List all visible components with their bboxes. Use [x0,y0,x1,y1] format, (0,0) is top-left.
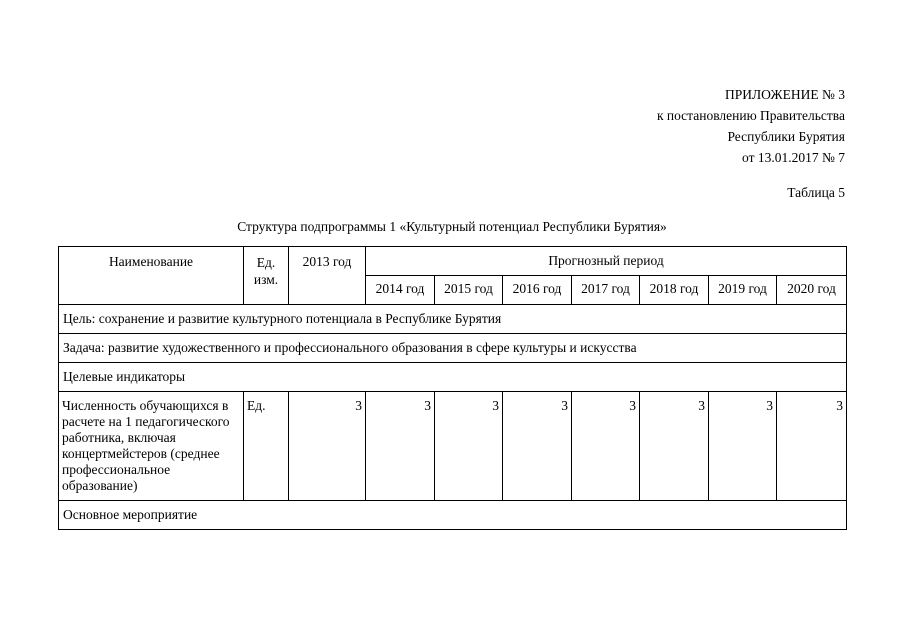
header-year: 2017 год [572,276,640,305]
indicator-value-2017: 3 [572,392,640,501]
indicator-value-2016: 3 [503,392,572,501]
header-name: Наименование [59,247,244,305]
header-row-1 [59,247,847,276]
indicator-name: Численность обучающихся в расчете на 1 педагогического работника, включая концертмейстеров (среднее профессиональное образование) [59,392,244,501]
indicator-value-2018: 3 [640,392,709,501]
indicator-row [59,392,847,501]
header-forecast-period: Прогнозный период [366,247,847,276]
indicator-unit: Ед. [244,392,289,501]
appendix-date: от 13.01.2017 № 7 [742,150,845,165]
header-unit-line2: изм. [253,272,279,287]
task-row [59,334,847,363]
header-year: 2016 год [503,276,572,305]
goal-text: Цель: сохранение и развитие культурного потенциала в Республике Бурятия [59,305,847,334]
main-activity-label: Основное мероприятие [59,501,847,530]
indicators-label: Целевые индикаторы [59,363,847,392]
appendix-block [657,84,845,168]
header-unit [244,247,289,305]
indicator-value-2020: 3 [777,392,847,501]
header-year: 2020 год [777,276,847,305]
header-year: 2015 год [435,276,503,305]
task-text: Задача: развитие художественного и профессионального образования в сфере культуры и искусства [59,334,847,363]
header-base-year: 2013 год [289,247,366,305]
indicator-value-2015: 3 [435,392,503,501]
indicators-row [59,363,847,392]
subprogram-table [58,246,847,530]
indicator-value-2013: 3 [289,392,366,501]
header-year: 2019 год [709,276,777,305]
indicator-value-2019: 3 [709,392,777,501]
header-unit-line1: Ед. [256,255,276,270]
table-number: Таблица 5 [787,185,845,200]
indicator-value-2014: 3 [366,392,435,501]
appendix-republic: Республики Бурятия [727,129,845,144]
header-year: 2018 год [640,276,709,305]
document-title: Структура подпрограммы 1 «Культурный потенциал Республики Бурятия» [237,219,667,234]
goal-row [59,305,847,334]
main-activity-row [59,501,847,530]
appendix-number: ПРИЛОЖЕНИЕ № 3 [724,87,845,102]
appendix-resolution: к постановлению Правительства [656,108,845,123]
header-year: 2014 год [366,276,435,305]
